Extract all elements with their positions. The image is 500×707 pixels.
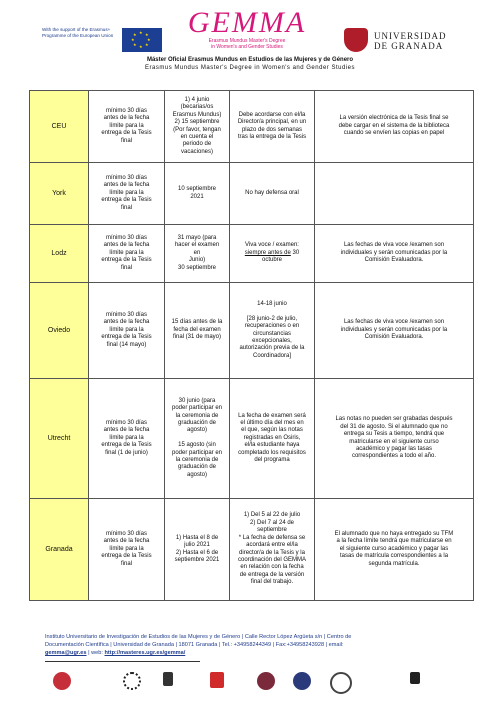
defense-cell-line: [28 junio-2 de julio, — [246, 315, 298, 322]
university-cell: CEU — [30, 91, 89, 163]
defense-cell-line: 1) Del 5 al 22 de julio — [243, 512, 301, 519]
web-label: | web: — [88, 650, 103, 656]
notes-cell-line: individuales y serán comunicadas por la — [340, 249, 448, 256]
thesis-date-cell-line: vacaciones) — [180, 148, 213, 155]
defense-cell-line: completado los requisitos — [238, 449, 306, 456]
notes-cell — [315, 163, 474, 225]
defense-cell-line: de entrega de la versión — [239, 571, 305, 578]
defense-cell-line: tras la entrega de la Tesis — [237, 133, 307, 140]
defense-cell-line: excepcionales, — [252, 337, 292, 344]
table-row — [30, 499, 474, 601]
thesis-date-cell-line: (Por favor, tengan — [173, 126, 221, 133]
university-cell: Utrecht — [30, 379, 89, 499]
partner-logo-3 — [163, 672, 173, 686]
defense-cell-line: en relación con la fecha — [240, 564, 304, 571]
notes-cell-line: a la fecha límite tendrá que matricularse en — [336, 538, 452, 545]
thesis-date-cell-line: 1) Hasta el 8 de — [175, 534, 219, 541]
notes-cell-line: La versión electrónica de la Tesis final se — [339, 115, 449, 122]
defense-cell-line: Director/a principal, en un — [237, 119, 307, 126]
notes-cell-line: Comisión Evaluadora. — [364, 257, 424, 264]
submission-deadline-cell: mínimo 30 días antes de la fecha límite para la entrega de la Tesis final — [89, 225, 165, 283]
defense-emphasis: siempre antes de — [244, 249, 291, 256]
defense-cell-line: el que, según las notas — [241, 427, 303, 434]
ugr-shield-icon — [344, 28, 368, 52]
notes-cell-line: correspondientes a todo el año. — [351, 453, 437, 460]
thesis-date-cell-line: 10 septiembre 2021 — [177, 186, 217, 200]
notes-cell — [315, 91, 474, 163]
footer-line-2: Documentación Científica | Universidad de Granada | 18071 Granada | Tel.: +34958244349 | Fax:+34958243928 | email: — [45, 642, 344, 648]
notes-cell-line: del 31 de agosto. Si el alumnado que no — [340, 423, 448, 430]
footer-contact — [45, 633, 465, 657]
table-row — [30, 225, 474, 283]
notes-cell-line: segunda matrícula. — [368, 560, 420, 567]
defense-date: 30 octubre — [261, 249, 300, 264]
submission-deadline-cell: mínimo 30 días antes de la fecha límite para la entrega de la Tesis final (1 de junio) — [89, 379, 165, 499]
defense-cell-line: autorización previa de la — [239, 345, 305, 352]
thesis-date-cell-line: graduación de — [177, 464, 217, 471]
thesis-date-cell-line: 15 días antes de la — [171, 319, 223, 326]
notes-cell-line: Las notas no pueden ser grabadas después — [335, 416, 453, 423]
thesis-date-cell-line: agosto) — [186, 427, 207, 434]
university-cell: York — [30, 163, 89, 225]
defense-cell-line: director/a de la Tesis y la — [239, 549, 305, 556]
defense-cell-line: circunstancias — [252, 330, 291, 337]
thesis-date-cell — [165, 163, 230, 225]
defense-cell-line: septiembre — [257, 527, 287, 534]
thesis-date-cell-line: fecha del examen — [173, 326, 221, 333]
defense-cell-line: el/la estudiante haya — [244, 442, 300, 449]
notes-cell-line: tasas de matrícula correspondientes a la — [339, 553, 449, 560]
title-english: Erasmus Mundus Master's Degree in Women's and Gender Studies — [145, 65, 355, 71]
thesis-date-cell-line: la ceremonia de — [175, 412, 219, 419]
document-titles — [0, 56, 500, 72]
defense-cell-line: del programa — [254, 457, 290, 464]
defense-cell — [230, 91, 315, 163]
thesis-date-cell-line: agosto) — [186, 471, 207, 478]
deadlines-table — [29, 90, 474, 601]
thesis-date-cell — [165, 283, 230, 379]
thesis-date-cell — [165, 225, 230, 283]
partner-logo-1 — [53, 672, 71, 690]
defense-cell-line: 14-18 junio — [257, 300, 287, 307]
email-link[interactable]: gemma@ugr.es — [45, 650, 87, 656]
partner-logo-4 — [210, 672, 224, 688]
gemma-logo — [172, 8, 322, 50]
notes-cell-line: Las fechas de viva voce /examen son — [343, 242, 445, 249]
thesis-date-cell-line: 1) 4 junio — [184, 96, 210, 103]
thesis-date-cell — [165, 499, 230, 601]
thesis-date-cell-line: poder participar en — [171, 449, 223, 456]
eu-flag-icon: ★ ★ ★ ★ ★ ★ ★ ★ — [122, 28, 162, 52]
defense-cell-line: Debe acordarse con el/la — [238, 111, 306, 118]
defense-cell-line: * La fecha de defensa se — [238, 534, 306, 541]
defense-cell-line: La fecha de examen será — [238, 412, 306, 419]
notes-cell-line: académico y pagar las tasas — [355, 445, 433, 452]
thesis-date-cell-line: Junio) — [188, 257, 206, 264]
defense-cell-line: plazo de dos semanas — [241, 126, 303, 133]
thesis-date-cell-line: septiembre 2021 — [174, 556, 220, 563]
notes-cell-line: cuando se envíen las copias en papel — [343, 130, 445, 137]
ugr-name-line1: UNIVERSIDAD — [374, 31, 447, 41]
thesis-date-cell-line: 30 septiembre — [177, 264, 217, 271]
erasmus-plus-logo — [42, 27, 172, 53]
thesis-date-cell-line: 15 agosto (sin — [178, 442, 216, 449]
thesis-date-cell-line: 2) Hasta el 6 de — [175, 549, 219, 556]
notes-cell — [315, 225, 474, 283]
defense-cell-line: Coordinadora] — [252, 352, 292, 359]
thesis-date-cell-line: 2) 15 septiembre — [174, 119, 220, 126]
thesis-date-cell-line: periodo de — [182, 141, 212, 148]
notes-cell-line — [323, 190, 465, 197]
partner-logo-8 — [410, 672, 420, 684]
thesis-date-cell-line: 30 junio (para — [178, 397, 216, 404]
defense-cell — [230, 499, 315, 601]
thesis-date-cell-line: 31 mayo (para — [177, 234, 217, 241]
defense-cell — [230, 163, 315, 225]
notes-cell-line: Comisión Evaluadora. — [364, 334, 424, 341]
thesis-date-cell — [165, 91, 230, 163]
thesis-date-cell-line: en cuenta el — [180, 133, 214, 140]
defense-cell-line: recuperaciones o en — [244, 323, 300, 330]
notes-cell — [315, 283, 474, 379]
web-link[interactable]: http://masteres.ugr.es/gemma/ — [104, 650, 186, 656]
ugr-name-line2: DE GRANADA — [374, 41, 444, 51]
thesis-date-cell-line: Erasmus Mundus) — [172, 111, 222, 118]
university-cell: Oviedo — [30, 283, 89, 379]
footer-line-3 — [45, 649, 465, 657]
thesis-date-cell-line: final (31 de mayo) — [172, 334, 222, 341]
footer-line-1: Instituto Universitario de Investigación de Estudios de las Mujeres y de Género | Calle Rector López Argüeta s/n | Centro de — [45, 634, 352, 640]
footer-divider — [45, 661, 200, 662]
submission-deadline-cell: mínimo 30 días antes de la fecha límite para la entrega de la Tesis final — [89, 163, 165, 225]
thesis-date-cell-line: graduación de — [177, 419, 217, 426]
thesis-date-cell-line — [171, 435, 223, 442]
notes-cell-line: matricularse en el siguiente curso — [349, 438, 439, 445]
thesis-date-cell — [165, 379, 230, 499]
defense-cell-line: coordinación del GEMMA — [237, 556, 307, 563]
defense-cell — [230, 225, 315, 283]
submission-deadline-cell: mínimo 30 días antes de la fecha límite para la entrega de la Tesis final — [89, 91, 165, 163]
gemma-subtitle-2: in Women's and Gender Studies — [211, 44, 283, 50]
partner-logo-6 — [293, 672, 311, 690]
notes-cell — [315, 499, 474, 601]
table-row — [30, 379, 474, 499]
partner-logo-5 — [257, 672, 275, 690]
university-cell: Lodz — [30, 225, 89, 283]
defense-cell-line: final del trabajo. — [250, 579, 294, 586]
university-cell: Granada — [30, 499, 89, 601]
defense-cell-line: No hay defensa oral — [245, 189, 299, 196]
notes-cell-line: el siguiente curso académico y pagar las — [339, 545, 449, 552]
thesis-date-cell-line: poder participar en — [171, 405, 223, 412]
gemma-wordmark: GEMMA — [187, 6, 307, 39]
notes-cell — [315, 379, 474, 499]
table-row — [30, 163, 474, 225]
thesis-date-cell-line: hacer el examen en — [174, 242, 220, 256]
thesis-date-cell-line: la ceremonia de — [175, 457, 219, 464]
notes-cell-line: Las fechas de viva voce /examen son — [343, 319, 445, 326]
defense-cell-line: 2) Del 7 al 24 de — [249, 519, 295, 526]
notes-cell-line: debe cargar en el sistema de la biblioteca — [338, 122, 450, 129]
table-row — [30, 91, 474, 163]
title-spanish: Máster Oficial Erasmus Mundus en Estudios de las Mujeres y de Género — [146, 57, 354, 63]
defense-cell — [230, 379, 315, 499]
thesis-date-cell-line: julio 2021 — [184, 542, 210, 549]
defense-cell-line: registradas en Osiris, — [243, 434, 301, 441]
defense-cell-line — [236, 308, 308, 315]
notes-cell-line: individuales y serán comunicadas por la — [340, 326, 448, 333]
thesis-date-cell-line: (becarias/os — [180, 104, 214, 111]
erasmus-support-text: With the support of the Erasmus+ Programme of the European Union — [42, 27, 114, 38]
notes-cell-line: El alumnado que no haya entregado su TFM — [334, 530, 454, 537]
submission-deadline-cell: mínimo 30 días antes de la fecha límite para la entrega de la Tesis final (14 mayo) — [89, 283, 165, 379]
submission-deadline-cell: mínimo 30 días antes de la fecha límite para la entrega de la Tesis final — [89, 499, 165, 601]
partner-logos — [45, 670, 475, 698]
defense-cell — [230, 283, 315, 379]
notes-cell-line: entrega su Tesis a tiempo, tendrá que — [343, 431, 445, 438]
ugr-logo — [344, 28, 474, 52]
gemma-subtitle-1: Erasmus Mundus Master's Degree — [208, 38, 286, 44]
defense-text: Viva voce / examen: — [245, 242, 299, 249]
table-row — [30, 283, 474, 379]
partner-logo-7 — [330, 672, 352, 694]
defense-cell-line: acordará entre el/la — [246, 542, 298, 549]
partner-logo-2 — [123, 672, 141, 690]
defense-cell-line: el último día del mes en — [240, 419, 304, 426]
